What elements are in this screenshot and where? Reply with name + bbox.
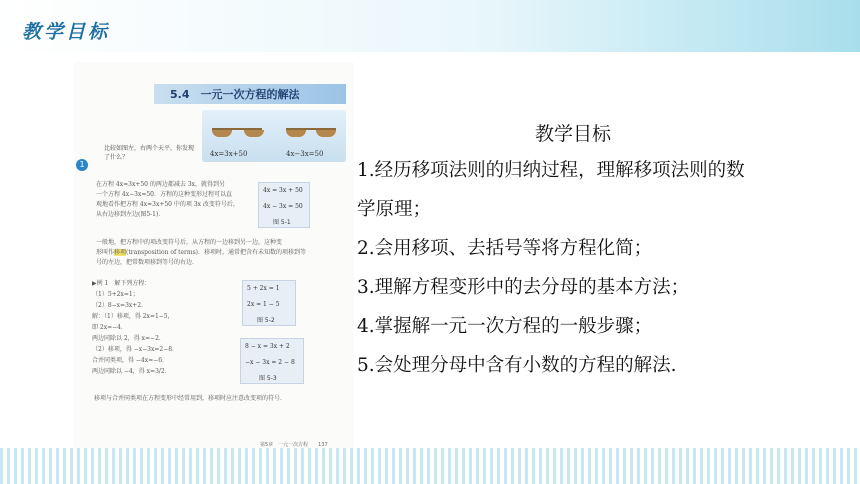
objective-item-5: 5.会处理分母中含有小数的方程的解法. (357, 355, 677, 376)
highlighted-term: 移项 (114, 249, 127, 256)
figure-line: −x − 3x = 2 − 8 (245, 359, 295, 366)
paragraph-2-text: 一般地，把方程中的项改变符号后，从方程的一边移到另一边，这种变 形叫作 (96, 239, 283, 256)
left-scale-pan-2 (244, 130, 264, 137)
paragraph-2-text-b: (transposition of terms)．移项时，通常把含有未知数的项移到等 号的左边，把常数项移到等号的右边． (96, 249, 307, 266)
note-text: 移项与合并同类项在方程变形中经常用到，移项时应注意改变项的符号． (94, 395, 287, 402)
intro-question: 比较如图左，右两个天平，你发现 了什么？ (104, 145, 195, 161)
figure-caption: 图 5-2 (257, 317, 275, 324)
paragraph-1: 在方程 4x=3x+50 的两边都减去 3x，就得到另 一个方程 4x−3x=50．方程的这种变形过程可以直 观地看作把方程 4x=3x+50 中的项 3x 改变符号后， 从右边移到左边(图5-1)． (96, 181, 239, 218)
header-gradient-band (0, 0, 860, 52)
figure-caption: 图 5-1 (273, 219, 291, 226)
paragraph-2 (96, 238, 306, 268)
objective-item-2: 2.会用移项、去括号等将方程化简； (357, 238, 653, 259)
objectives-title: 教学目标 (535, 123, 612, 145)
left-scale-pan (212, 130, 232, 137)
figure-line: 8 − x = 3x + 2 (245, 343, 290, 350)
figure-5-3 (240, 338, 304, 384)
textbook-page-image (74, 62, 354, 452)
header-banner (0, 0, 860, 62)
section-title: 5.4 一元一次方程的解法 (170, 88, 300, 101)
objective-item-4: 4.掌握解一元一次方程的一般步骤； (357, 316, 653, 337)
objective-item-3: 3.理解方程变形中的去分母的基本方法； (357, 277, 690, 298)
figure-line: 2x = 1 − 5 (247, 301, 280, 308)
figure-5-1 (258, 182, 310, 228)
figure-line: 4x − 3x = 50 (263, 203, 303, 210)
objective-item-1-cont: 学原理； (357, 199, 432, 220)
balance-scale-photo (202, 110, 346, 162)
photo-caption-right: 4x−3x=50 (286, 150, 324, 158)
right-scale-pan-2 (316, 130, 336, 137)
footer-stripes (0, 448, 860, 484)
right-scale-pan (286, 130, 306, 137)
question-bubble-icon: 1 (76, 159, 88, 171)
figure-line: 4x = 3x + 50 (263, 187, 303, 194)
photo-caption-left: 4x=3x+50 (210, 150, 248, 158)
page-footer: 第5章 一元一次方程 137 (260, 442, 328, 448)
figure-5-2 (242, 280, 296, 326)
figure-line: 5 + 2x = 1 (247, 285, 280, 292)
figure-caption: 图 5-3 (259, 375, 277, 382)
header-title: 教学目标 (22, 21, 111, 43)
objective-item-1: 1.经历移项法则的归纳过程，理解移项法则的数 (357, 160, 745, 181)
example-1: ▶例 1 解下列方程： （1）5+2x=1； （2）8−x=3x+2． 解：（1）移项，得 2x=1−5， 即 2x=−4． 两边同除以 2，得 x=−2． （2）移项，得 −x−3x=2−8． 合并同类项，得 −4x=−6． 两边同除以 −4，得 x=3/2． (92, 280, 179, 375)
